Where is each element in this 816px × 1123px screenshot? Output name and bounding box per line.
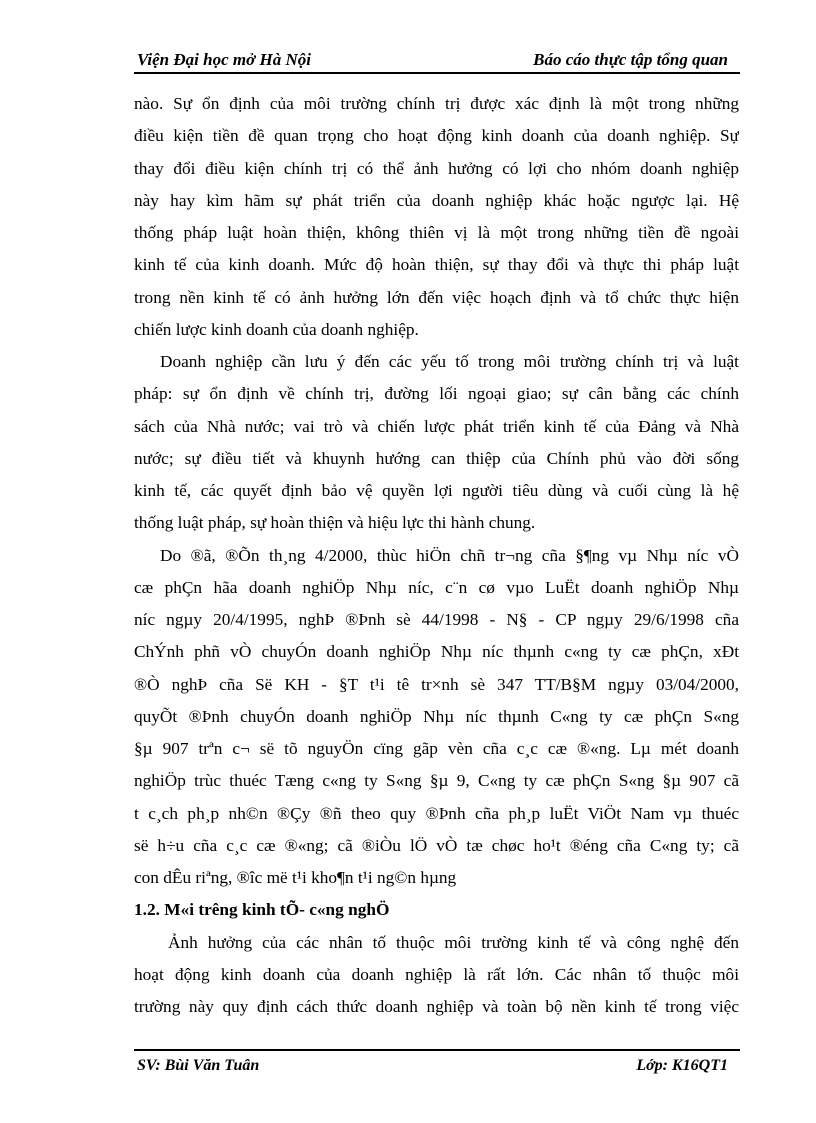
text-line: ChÝnh phñ vÒ chuyÓn doanh nghiÖp Nhµ níc thµnh c«ng ty cæ phÇn, xÐt [134, 642, 739, 662]
text-line: nước; sự điều tiết và khuynh hướng can thiệp của Chính phủ vào đời sống [134, 448, 739, 468]
text-line: này hay kìm hãm sự phát triển của doanh nghiệp khác hoặc ngược lại. Hệ [134, 190, 739, 210]
text-line: t c¸ch ph¸p nh©n ®Çy ®ñ theo quy ®Þnh cña ph¸p luËt ViÖt Nam vµ thuéc [134, 803, 739, 823]
header-institution: Viện Đại học mở Hà Nội [137, 50, 311, 69]
footer-student: SV: Bùi Văn Tuân [137, 1057, 260, 1074]
text-line: nghiÖp trùc thuéc Tæng c«ng ty S«ng §µ 9, C«ng ty cæ phÇn S«ng §µ 907 cã [134, 771, 739, 791]
text-line: Doanh nghiệp cần lưu ý đến các yếu tố trong môi trường chính trị và luật [160, 352, 739, 371]
page-header [134, 46, 740, 74]
text-line: níc ngµy 20/4/1995, nghÞ ®Þnh sè 44/1998 - N§ - CP ngµy 29/6/1998 cña [134, 610, 739, 629]
text-line: §µ 907 trªn c¬ së tõ nguyÖn cïng gãp vèn cña c¸c cæ ®«ng. Lµ mét doanh [134, 739, 739, 758]
text-line: së h÷u cña c¸c cæ ®«ng; cã ®iÒu lÖ vÒ tæ chøc ho¹t ®éng cña C«ng ty; cã [134, 835, 739, 855]
text-line: nào. Sự ổn định của môi trường chính trị được xác định là một trong những [134, 94, 739, 113]
text-line: thống pháp luật hoàn thiện, không thiên vị là một trong những tiền đề ngoài [134, 223, 739, 242]
text-line: kinh tế của kinh doanh. Mức độ hoàn thiện, sự thay đổi và thực thi pháp luật [134, 255, 739, 275]
body-text [134, 88, 739, 1023]
text-line: điều kiện tiền đề quan trọng cho hoạt động kinh doanh của doanh nghiệp. Sự [134, 126, 739, 146]
text-line: pháp: sự ổn định về chính trị, đường lối ngoại giao; sự cân bằng các chính [134, 384, 739, 404]
text-line: Ảnh hưởng của các nhân tố thuộc môi trường kinh tế và công nghệ đến [168, 932, 739, 952]
text-line: con dÊu riªng, ®îc më t¹i kho¶n t¹i ng©n hµng [134, 868, 457, 887]
text-line: chiến lược kinh doanh của doanh nghiệp. [134, 319, 419, 339]
text-line: hoạt động kinh doanh của doanh nghiệp là rất lớn. Các nhân tố thuộc môi [134, 964, 739, 984]
text-line: kinh tế, các quyết định bảo vệ quyền lợi người tiêu dùng và cuối cùng là hệ [134, 481, 739, 500]
text-line: ®Ò nghÞ cña Së KH - §T t¹i tê tr×nh sè 347 TT/B§M ngµy 03/04/2000, [134, 674, 739, 694]
text-line: thống luật pháp, sự hoàn thiện và hiệu lực thi hành chung. [134, 513, 536, 533]
text-line: sách của Nhà nước; vai trò và chiến lược phát triển kinh tế của Đảng và Nhà [134, 416, 739, 436]
text-line: trường này quy định cách thức doanh nghiệp và toàn bộ nền kinh tế trong việc [134, 997, 739, 1016]
section-heading: 1.2. M«i trêng kinh tÕ- c«ng nghÖ [134, 900, 390, 920]
text-line: thay đổi điều kiện chính trị có thể ảnh hưởng có lợi cho nhóm doanh nghiệp [134, 158, 739, 178]
footer-class: Lớp: K16QT1 [636, 1057, 728, 1074]
header-report-title: Báo cáo thực tập tổng quan [533, 50, 728, 69]
text-line: quyÕt ®Þnh chuyÓn doanh nghiÖp Nhµ níc thµnh C«ng ty cæ phÇn S«ng [134, 706, 739, 726]
text-line: trong nền kinh tế có ảnh hưởng lớn đến việc hoạch định và tổ chức thực hiện [134, 287, 739, 307]
text-line: cæ phÇn hãa doanh nghiÖp Nhµ níc, c¨n cø vµo LuËt doanh nghiÖp Nhµ [134, 577, 739, 597]
text-line: Do ®ã, ®Õn th¸ng 4/2000, thùc hiÖn chñ tr¬ng cña §¶ng vµ Nhµ níc vÒ [160, 545, 739, 565]
page-footer [134, 1049, 740, 1079]
